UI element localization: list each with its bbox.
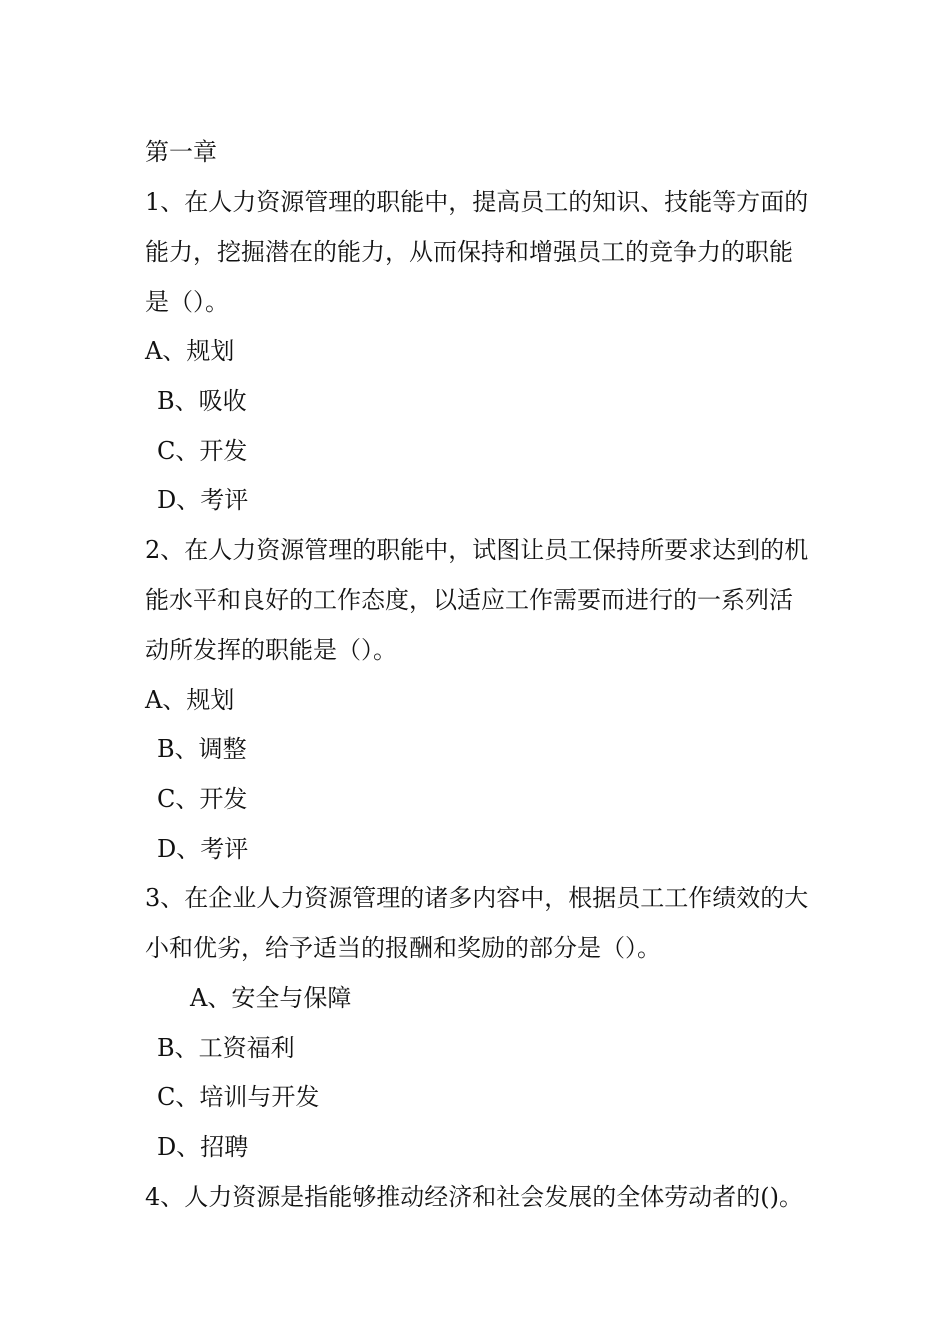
- question-3-option-d: D、招聘: [157, 1133, 249, 1161]
- question-2-line-1: 2、在人力资源管理的职能中，试图让员工保持所要求达到的机: [145, 536, 809, 564]
- question-2-option-a: A、规划: [145, 686, 235, 714]
- question-4-line-1: 4、人力资源是指能够推动经济和社会发展的全体劳动者的()。: [145, 1183, 803, 1211]
- question-3-line-2: 小和优劣，给予适当的报酬和奖励的部分是（）。: [145, 934, 661, 962]
- question-2-line-2: 能水平和良好的工作态度，以适应工作需要而进行的一系列活: [145, 586, 793, 614]
- question-1-line-3: 是（）。: [145, 288, 229, 316]
- question-1-option-b: B、吸收: [157, 387, 247, 415]
- question-3-option-c: C、培训与开发: [157, 1083, 320, 1111]
- question-1-option-a: A、规划: [145, 337, 235, 365]
- question-1-line-1: 1、在人力资源管理的职能中，提高员工的知识、技能等方面的: [145, 188, 809, 216]
- question-1-option-d: D、考评: [157, 486, 249, 514]
- question-2-option-d: D、考评: [157, 835, 249, 863]
- chapter-title: 第一章: [145, 138, 217, 166]
- question-2-line-3: 动所发挥的职能是（）。: [145, 636, 397, 664]
- question-2-option-b: B、调整: [157, 735, 247, 763]
- question-1-option-c: C、开发: [157, 437, 248, 465]
- question-1-line-2: 能力，挖掘潜在的能力，从而保持和增强员工的竞争力的职能: [145, 238, 793, 266]
- question-3-line-1: 3、在企业人力资源管理的诸多内容中，根据员工工作绩效的大: [145, 884, 809, 912]
- question-3-option-b: B、工资福利: [157, 1034, 295, 1062]
- question-2-option-c: C、开发: [157, 785, 248, 813]
- question-3-option-a: A、安全与保障: [190, 984, 352, 1012]
